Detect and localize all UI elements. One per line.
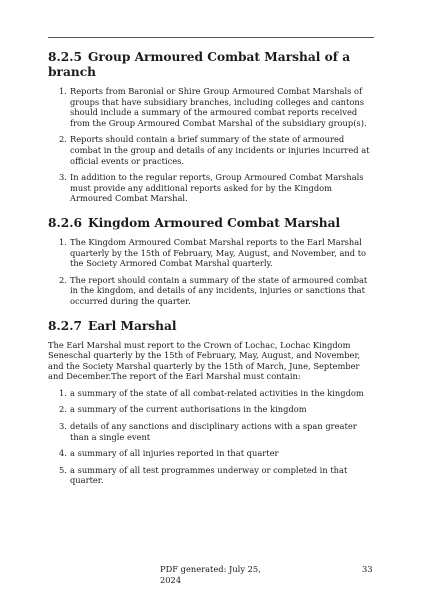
list-item: 1. a summary of the state of all combat-related activities in the kingdom [59,387,364,398]
list-item: 2. a summary of the current authorisations in the kingdom [59,404,307,415]
list-item-text: In addition to the regular reports, Group Armoured Combat Marshals must provide any additional reports asked for by the Kingdom Armoured Combat Marshal. [70,172,364,204]
header-rule [48,37,374,38]
list-item: 3. In addition to the regular reports, Group Armoured Combat Marshals must provide any additional reports asked for by the Kingdom Armoured Combat Marshal. [59,172,364,204]
list-item-text: The report should contain a summary of the state of armoured combat in the kingdom, and details of any incidents, injuries or sanctions that occurred during the quarter. [70,274,368,306]
list-item-text: details of any sanctions and disciplinary actions with a span greater than a single event [70,421,357,442]
section-intro-paragraph: The Earl Marshal must report to the Crown of Lochac, Lochac Kingdom Seneschal quarterly by the 15th of February, May, August, and November, and the Society Marshal quarterly by the 15th of March, June, September and December.The report of the Earl Marshal must contain: [48,339,361,382]
page-content [48,50,374,498]
numbered-list [48,86,374,204]
section-heading [48,319,374,334]
section-number: 8.2.5 [48,50,82,64]
list-item-text: Reports should contain a brief summary of the state of armoured combat in the group and details of any incidents or injuries incurred at official events or practices. [70,134,370,166]
section-number: 8.2.7 [48,318,82,333]
list-item-text: Reports from Baronial or Shire Group Armoured Combat Marshals of groups that have subsidiary branches, including colleges and cantons should include a summary of the armoured combat reports received from the Group Armoured Combat Marshal of the subsidiary group(s). [70,86,367,128]
section-heading [48,50,374,80]
section-title: Kingdom Armoured Combat Marshal [88,215,341,230]
list-item-text: a summary of all injuries reported in that quarter [70,448,279,459]
page-number: 33 [362,564,373,574]
list-item: 5. a summary of all test programmes underway or completed in that quarter. [59,464,348,486]
section-8-2-6 [48,216,374,307]
section-8-2-7 [48,319,374,487]
list-item: 1. The Kingdom Armoured Combat Marshal reports to the Earl Marshal quarterly by the 15th of February, May, August, and November, and to the Society Armored Combat Marshal quarterly. [59,236,367,269]
list-item-text: a summary of all test programmes underway or completed in that quarter. [70,464,348,486]
list-item: 4. a summary of all injuries reported in that quarter [59,448,279,459]
list-item: 2. Reports should contain a brief summary of the state of armoured combat in the group and details of any incidents or injuries incurred at official events or practices. [59,134,370,166]
list-item-text: a summary of the current authorisations in the kingdom [70,404,307,415]
numbered-list [48,237,374,307]
section-8-2-5 [48,50,374,204]
section-heading [48,216,374,231]
list-item-text: The Kingdom Armoured Combat Marshal reports to the Earl Marshal quarterly by the 15th of February, May, August, and November, and to the Society Armored Combat Marshal quarterly. [70,236,367,269]
section-number: 8.2.6 [48,215,82,230]
section-title: Group Armoured Combat Marshal of a branch [48,50,351,79]
list-item: 2. The report should contain a summary of the state of armoured combat in the kingdom, and details of any incidents, injuries or sanctions that occurred during the quarter. [59,274,368,306]
generated-date: PDF generated: July 25, 2024 [160,564,261,585]
list-item-text: a summary of the state of all combat-related activities in the kingdom [70,387,364,398]
list-item: 3. details of any sanctions and disciplinary actions with a span greater than a single event [59,421,357,442]
section-title: Earl Marshal [88,318,177,333]
numbered-list [48,388,374,486]
list-item: 1. Reports from Baronial or Shire Group Armoured Combat Marshals of groups that have subsidiary branches, including colleges and cantons should include a summary of the armoured combat reports received from the Group Armoured Combat Marshal of the subsidiary group(s). [59,86,367,128]
